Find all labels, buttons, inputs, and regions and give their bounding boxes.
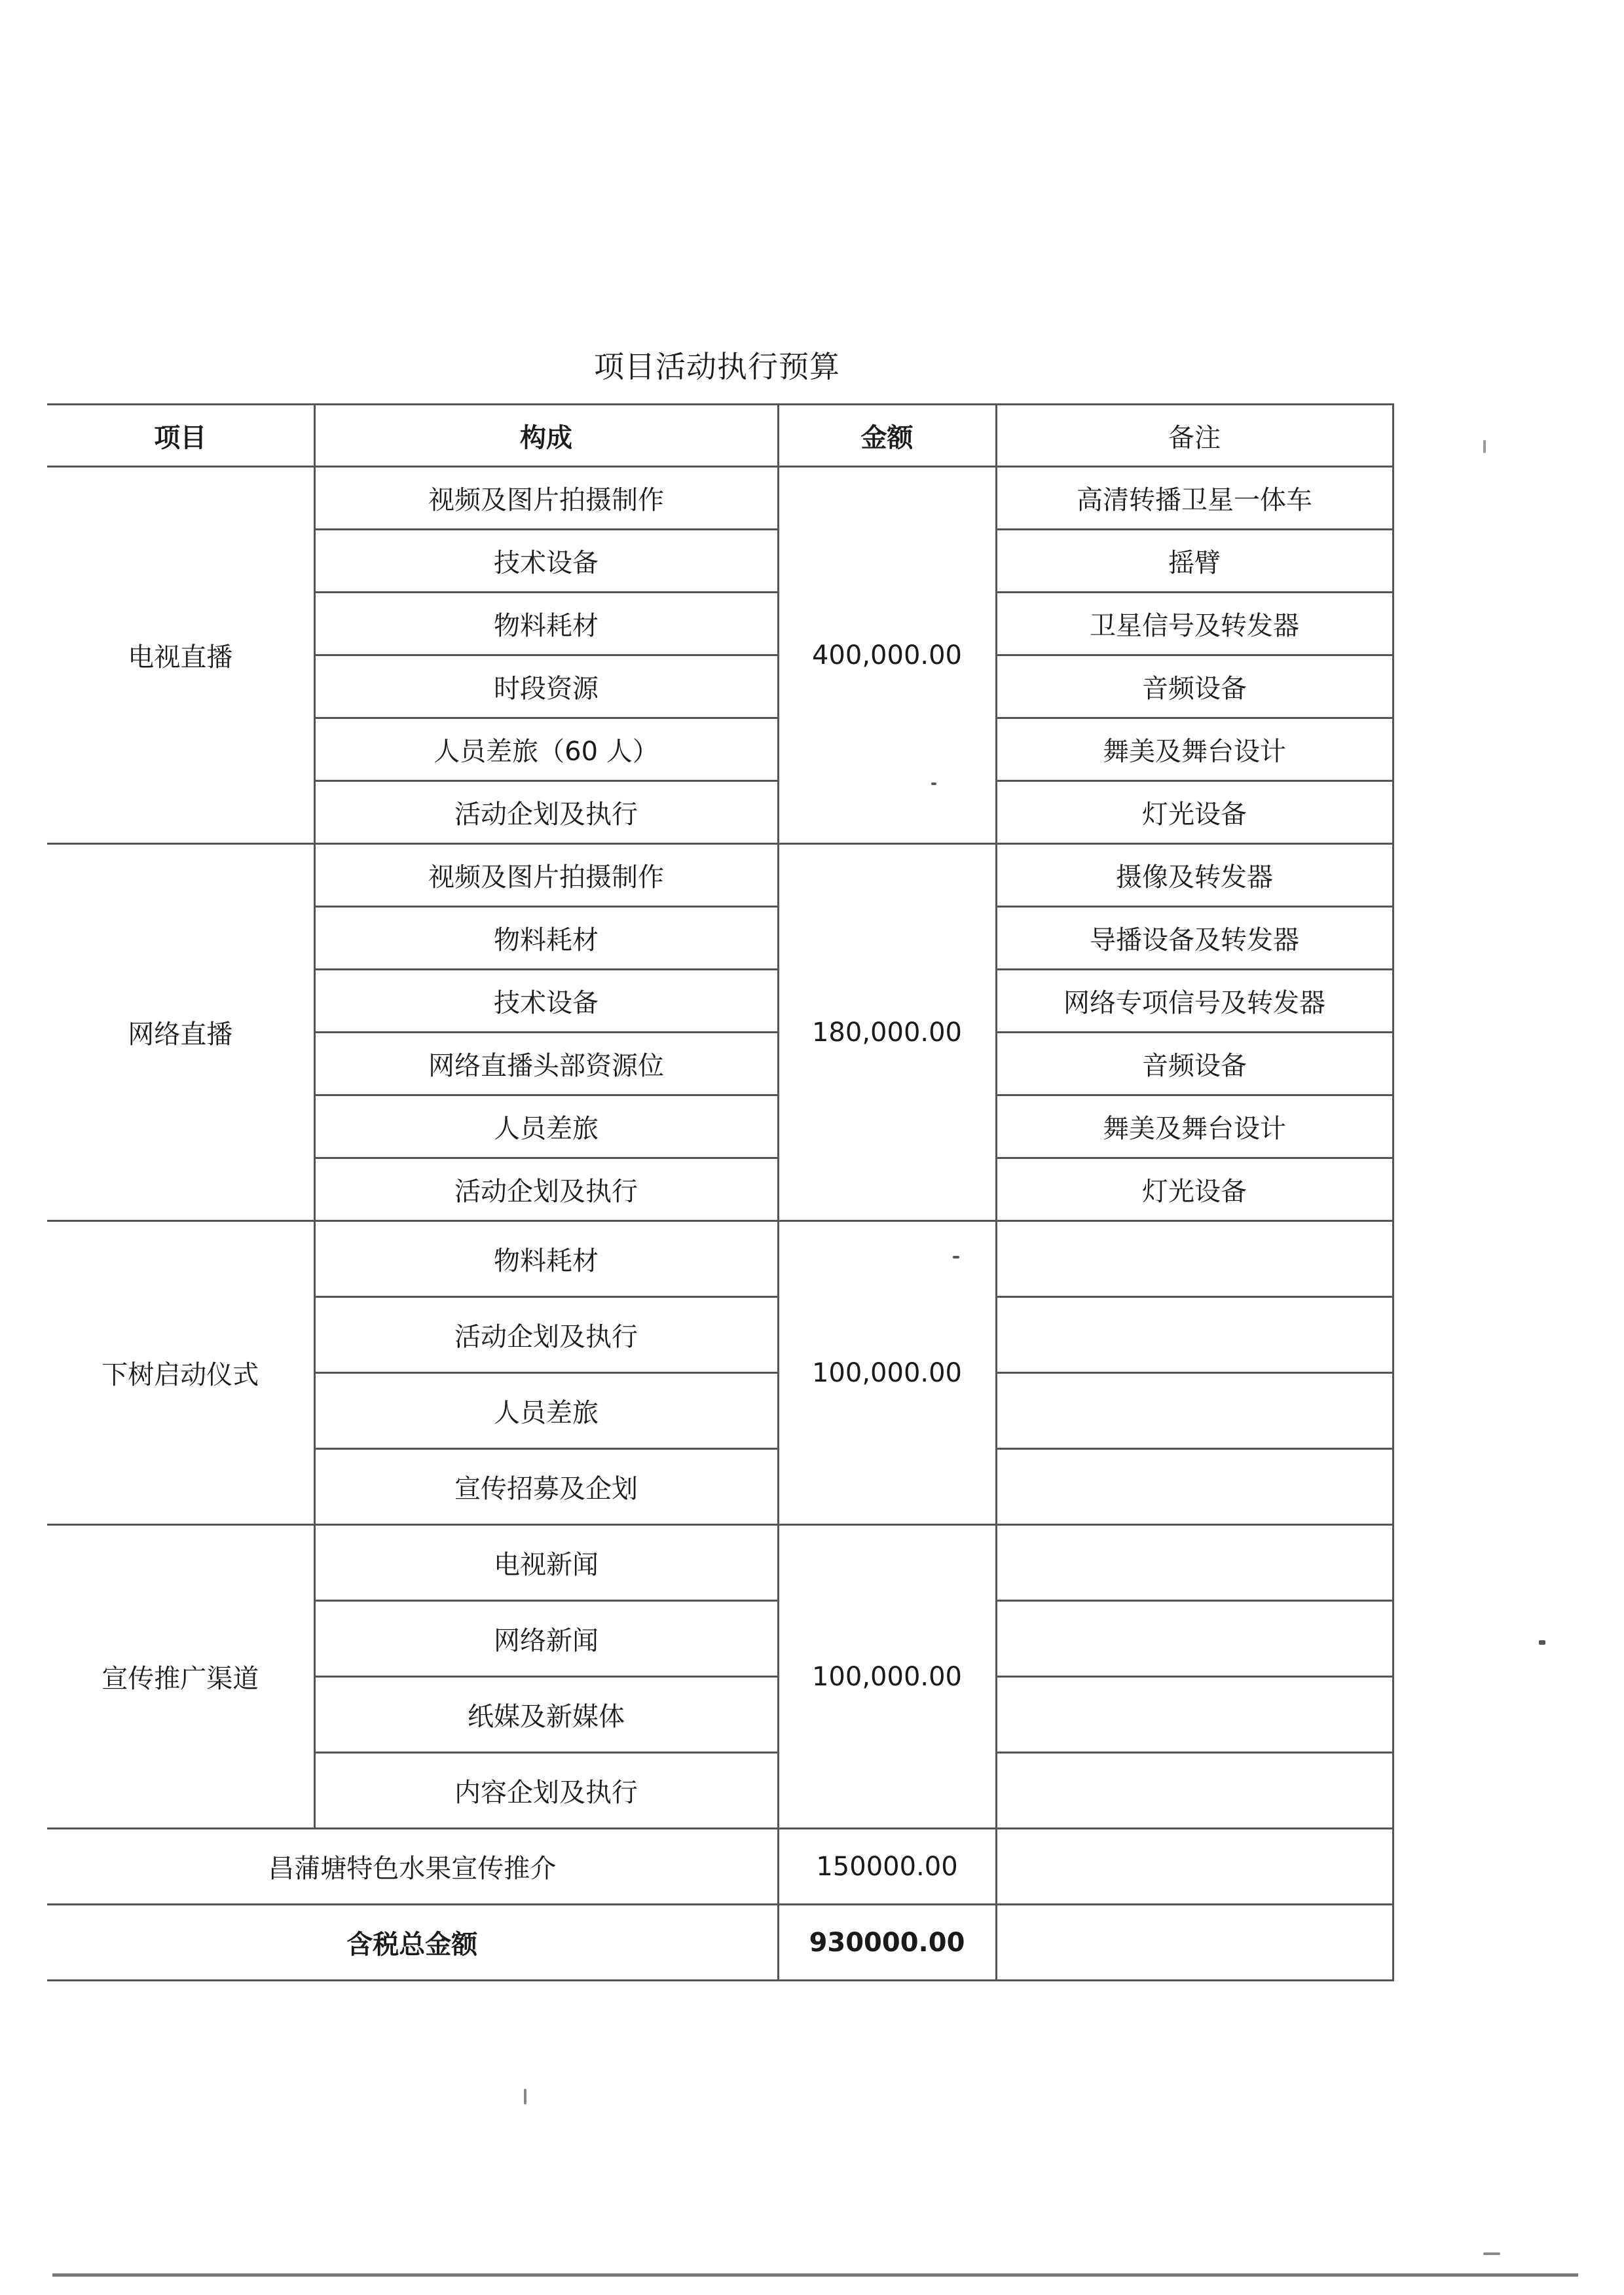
remark-cell — [996, 1297, 1393, 1373]
table-row — [47, 467, 1393, 530]
remark-cell — [996, 1601, 1393, 1677]
composition-cell: 宣传招募及企划 — [314, 1449, 778, 1525]
remark-cell: 高清转播卫星一体车 — [996, 467, 1393, 530]
composition-cell: 活动企划及执行 — [314, 1297, 778, 1373]
remark-cell: 音频设备 — [996, 1033, 1393, 1095]
composition-cell: 内容企划及执行 — [314, 1753, 778, 1829]
composition-cell: 人员差旅 — [314, 1373, 778, 1449]
header-remarks: 备注 — [996, 405, 1393, 467]
extra-row-label: 昌蒲塘特色水果宣传推介 — [47, 1829, 778, 1905]
remark-cell: 网络专项信号及转发器 — [996, 970, 1393, 1033]
remark-cell: 灯光设备 — [996, 781, 1393, 844]
scan-speck — [1483, 2252, 1500, 2255]
composition-cell: 技术设备 — [314, 530, 778, 593]
remark-cell: 音频设备 — [996, 655, 1393, 718]
scan-speck — [1483, 440, 1486, 453]
budget-table — [47, 403, 1394, 1981]
remark-cell: 舞美及舞台设计 — [996, 718, 1393, 781]
total-amount: 930000.00 — [778, 1905, 996, 1981]
section-name: 网络直播 — [47, 844, 314, 1221]
header-amount: 金额 — [778, 405, 996, 467]
composition-cell: 网络新闻 — [314, 1601, 778, 1677]
remark-cell — [996, 1449, 1393, 1525]
remark-cell — [996, 1373, 1393, 1449]
page-title: 项目活动执行预算 — [594, 349, 840, 384]
header-item: 项目 — [47, 405, 314, 467]
section-amount: 400,000.00 — [778, 467, 996, 844]
remark-cell: 舞美及舞台设计 — [996, 1095, 1393, 1158]
remark-cell: 摄像及转发器 — [996, 844, 1393, 907]
total-label: 含税总金额 — [47, 1905, 778, 1981]
remark-cell — [996, 1221, 1393, 1297]
composition-cell: 视频及图片拍摄制作 — [314, 467, 778, 530]
scan-speck — [931, 782, 936, 785]
composition-cell: 活动企划及执行 — [314, 1158, 778, 1221]
section-name: 宣传推广渠道 — [47, 1525, 314, 1829]
composition-cell: 人员差旅（60 人） — [314, 718, 778, 781]
remark-cell: 灯光设备 — [996, 1158, 1393, 1221]
composition-cell: 技术设备 — [314, 970, 778, 1033]
remark-cell: 卫星信号及转发器 — [996, 593, 1393, 655]
section-amount: 100,000.00 — [778, 1221, 996, 1525]
section-amount: 100,000.00 — [778, 1525, 996, 1829]
remark-cell: 摇臂 — [996, 530, 1393, 593]
scan-edge-line — [52, 2273, 1578, 2277]
composition-cell: 物料耗材 — [314, 593, 778, 655]
extra-row-remark — [996, 1829, 1393, 1905]
table-row — [47, 1525, 1393, 1601]
header-composition: 构成 — [314, 405, 778, 467]
table-row — [47, 844, 1393, 907]
scan-speck — [524, 2089, 526, 2104]
table-row — [47, 1221, 1393, 1297]
composition-cell: 人员差旅 — [314, 1095, 778, 1158]
total-row — [47, 1905, 1393, 1981]
table-header-row — [47, 405, 1393, 467]
section-amount: 180,000.00 — [778, 844, 996, 1221]
composition-cell: 活动企划及执行 — [314, 781, 778, 844]
composition-cell: 物料耗材 — [314, 907, 778, 970]
composition-cell: 时段资源 — [314, 655, 778, 718]
composition-cell: 视频及图片拍摄制作 — [314, 844, 778, 907]
section-name: 下树启动仪式 — [47, 1221, 314, 1525]
section-name: 电视直播 — [47, 467, 314, 844]
composition-cell: 纸媒及新媒体 — [314, 1677, 778, 1753]
remark-cell — [996, 1753, 1393, 1829]
composition-cell: 电视新闻 — [314, 1525, 778, 1601]
scan-speck — [953, 1256, 959, 1258]
remark-cell — [996, 1677, 1393, 1753]
extra-row-amount: 150000.00 — [778, 1829, 996, 1905]
composition-cell: 物料耗材 — [314, 1221, 778, 1297]
remark-cell — [996, 1525, 1393, 1601]
composition-cell: 网络直播头部资源位 — [314, 1033, 778, 1095]
scan-speck — [1539, 1640, 1545, 1645]
extra-row — [47, 1829, 1393, 1905]
total-remark — [996, 1905, 1393, 1981]
remark-cell: 导播设备及转发器 — [996, 907, 1393, 970]
